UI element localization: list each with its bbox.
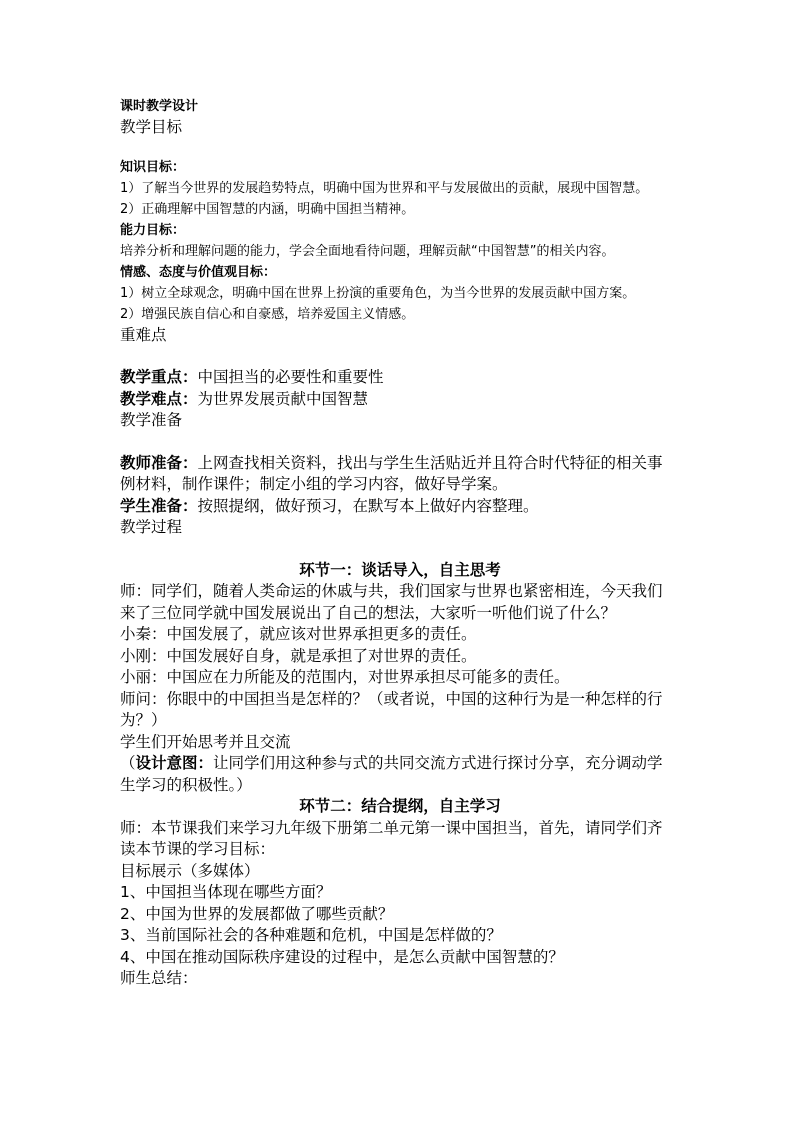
emotion-goal-1: 1）树立全球观念，明确中国在世界上扮演的重要角色，为当今世界的发展贡献中国方案。	[120, 285, 636, 301]
knowledge-goal-2: 2）正确理解中国智慧的内涵，明确中国担当精神。	[120, 201, 415, 217]
section-1-line: 来了三位同学就中国发展说出了自己的想法，大家听一听他们说了什么？	[120, 603, 617, 622]
teacher-prep-text-1: 上网查找相关资料，找出与学生生活贴近并且符合时代特征的相关事	[197, 453, 663, 472]
heading-preparation: 教学准备	[120, 411, 183, 429]
section-1-line: 学生们开始思考并且交流	[120, 732, 291, 751]
section-2-line: 目标展示（多媒体）	[120, 861, 260, 880]
spacer	[120, 432, 680, 453]
section-2-line: 3、当前国际社会的各种难题和危机，中国是怎样做的？	[120, 926, 502, 944]
teacher-prep-text-2: 例材料，制作课件；制定小组的学习内容，做好导学案。	[120, 475, 508, 493]
document-title: 课时教学设计	[120, 99, 199, 114]
section-2-line: 师：本节课我们来学习九年级下册第二单元第一课中国担当，首先，请同学们齐	[120, 818, 663, 837]
ability-goal-text: 培养分析和理解问题的能力，学会全面地看待问题，理解贡献“中国智慧”的相关内容。	[120, 243, 615, 259]
section-1-heading: 环节一：谈话导入，自主思考	[299, 560, 501, 579]
section-1-line: 师：同学们，随着人类命运的休戚与共，我们国家与世界也紧密相连，今天我们	[120, 582, 663, 600]
design-intent-text-1: 让同学们用这种参与式的共同交流方式进行探讨分享，充分调动学	[213, 754, 663, 772]
knowledge-goal-1: 1）了解当今世界的发展趋势特点，明确中国为世界和平与发展做出的贡献，展现中国智慧。	[120, 180, 649, 196]
difficult-point-text: 为世界发展贡献中国智慧	[197, 389, 369, 408]
section-2-heading: 环节二：结合提纲，自主学习	[299, 797, 501, 815]
design-intent	[120, 753, 680, 775]
design-intent-open: （	[120, 754, 136, 772]
section-2-line: 师生总结：	[120, 969, 198, 987]
section-1-line: 为？）	[120, 711, 167, 729]
ability-goals-label: 能力目标：	[120, 222, 186, 238]
key-point-text: 中国担当的必要性和重要性	[197, 368, 384, 386]
document-page	[120, 96, 680, 990]
difficult-point-label: 教学难点：	[120, 389, 198, 408]
section-2-line: 4、中国在推动国际秩序建设的过程中，是怎么贡献中国智慧的？	[120, 947, 564, 966]
section-1-line: 小刚：中国发展好自身，就是承担了对世界的责任。	[120, 646, 477, 665]
design-intent-text-2: 生学习的积极性。）	[120, 775, 252, 794]
key-point	[120, 367, 680, 389]
heading-key-points: 重难点	[120, 325, 167, 344]
heading-process: 教学过程	[120, 518, 183, 536]
emotion-goals-label: 情感、态度与价值观目标：	[120, 264, 277, 280]
teacher-prep-label: 教师准备：	[120, 453, 198, 472]
key-point-label: 教学重点：	[120, 368, 198, 386]
spacer	[120, 539, 680, 560]
section-1-line: 小秦：中国发展了，就应该对世界承担更多的责任。	[120, 625, 477, 643]
difficult-point	[120, 389, 680, 411]
design-intent-label: 设计意图：	[135, 754, 214, 772]
student-prep-label: 学生准备：	[120, 496, 198, 515]
section-2-line: 2、中国为世界的发展都做了哪些贡献？	[120, 904, 394, 923]
teacher-prep	[120, 453, 680, 475]
spacer	[120, 139, 680, 157]
student-prep-text: 按照提纲，做好预习，在默写本上做好内容整理。	[197, 496, 539, 515]
section-1-line: 小丽：中国应在力所能及的范围内，对世界承担尽可能多的责任。	[120, 668, 570, 686]
knowledge-goals-label: 知识目标：	[120, 159, 186, 175]
section-2-line: 1、中国担当体现在哪些方面？	[120, 883, 332, 901]
student-prep	[120, 496, 680, 518]
section-1-line: 师问：你眼中的中国担当是怎样的？（或者说，中国的这种行为是一种怎样的行	[120, 689, 663, 708]
spacer	[120, 346, 680, 367]
section-2-line: 读本节课的学习目标：	[120, 840, 276, 858]
emotion-goal-2: 2）增强民族自信心和自豪感，培养爱国主义情感。	[120, 306, 415, 322]
heading-objectives: 教学目标	[120, 118, 183, 136]
